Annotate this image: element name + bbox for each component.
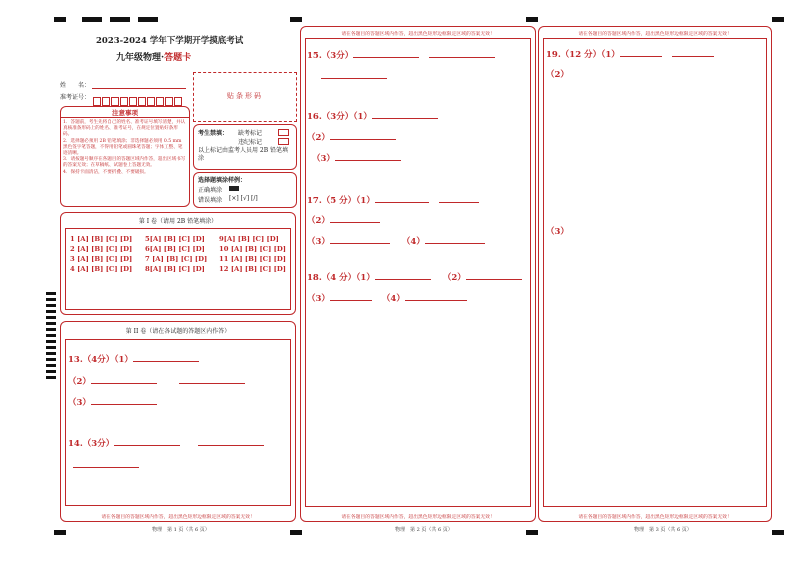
cheat-label: 违纪标记 xyxy=(238,139,263,146)
page1-warning: 请在各题目的答题区域内作答，超出黑色矩形边框限定区域的答案无效！ xyxy=(101,515,255,520)
page1-footer: 物理 第 1 页（共 6 页） xyxy=(152,527,210,533)
card-label: 答题卡 xyxy=(164,53,192,63)
answer-blank[interactable] xyxy=(372,118,438,119)
choice-item[interactable]: 9[A] [B] [C] [D] xyxy=(219,235,279,243)
answer-blank[interactable] xyxy=(330,139,396,140)
note-item: 3．请按题号顺序在各题目的答题区域内作答，超出区域书写的答案无效；在草稿纸、试题卷上答题无效。 xyxy=(63,157,186,169)
answer-blank[interactable] xyxy=(91,383,157,384)
answer-blank[interactable] xyxy=(321,78,387,79)
question-13: 13.（4分）（1） xyxy=(68,353,199,365)
barcode-box xyxy=(193,72,297,122)
side-timing-mark xyxy=(46,376,56,379)
timing-mark xyxy=(772,530,784,535)
choice-item[interactable]: 2 [A] [B] [C] [D] xyxy=(70,245,133,253)
notes-list xyxy=(63,120,187,176)
question-17: 17.（5 分）（1） xyxy=(307,194,479,206)
choice-item[interactable]: 1 [A] [B] [C] [D] xyxy=(70,235,133,243)
card-title xyxy=(116,50,191,63)
answer-blank[interactable] xyxy=(353,57,419,58)
question-17-part2: （2） xyxy=(307,214,380,226)
timing-mark xyxy=(54,530,66,535)
question-17-part3: （3） （4） xyxy=(307,235,485,247)
timing-mark xyxy=(82,17,102,22)
absent-label: 缺考标记 xyxy=(238,130,263,137)
choice-item[interactable]: 12 [A] [B] [C] [D] xyxy=(219,265,286,273)
subject: 九年级物理 xyxy=(116,53,162,63)
status-title: 考生禁填： xyxy=(198,130,229,137)
choice-item[interactable]: 5[A] [B] [C] [D] xyxy=(145,235,205,243)
fill-example-title: 选择题填涂样例： xyxy=(198,177,247,184)
answer-blank[interactable] xyxy=(672,56,714,57)
side-timing-mark xyxy=(46,346,56,349)
answer-blank[interactable] xyxy=(330,222,380,223)
timing-mark xyxy=(526,17,538,22)
question-14: 14.（3分） xyxy=(68,437,264,449)
page3-top-warning: 请在各题目的答题区域内作答，超出黑色矩形边框限定区域的答案无效！ xyxy=(578,32,732,37)
timing-mark xyxy=(54,17,66,22)
title-separator: · xyxy=(161,53,165,63)
question-16-part3: （3） xyxy=(312,152,401,164)
answer-blank[interactable] xyxy=(133,361,199,362)
question-19-part3: （3） xyxy=(546,227,569,237)
status-desc: 以上标记由监考人员用 2B 铅笔填涂 xyxy=(198,147,289,162)
notes-title: 注意事项 xyxy=(112,109,138,117)
answer-blank[interactable] xyxy=(73,467,139,468)
timing-mark xyxy=(110,17,130,22)
choice-item[interactable]: 3 [A] [B] [C] [D] xyxy=(70,255,133,263)
note-item: 2．选择题必须用 2B 铅笔填涂；非选择题必须用 0.5 mm 黑色签字笔答题，不得用铅笔或圆珠笔答题；字体工整、笔迹清晰。 xyxy=(63,138,183,157)
page3-footer: 物理 第 3 页（共 6 页） xyxy=(634,527,692,533)
side-timing-mark xyxy=(46,340,56,343)
side-timing-mark xyxy=(46,334,56,337)
side-timing-strip xyxy=(46,292,56,380)
wrong-fill-label: 错误填涂 xyxy=(198,197,223,204)
answer-blank[interactable] xyxy=(179,383,245,384)
answer-blank[interactable] xyxy=(466,279,522,280)
side-timing-mark xyxy=(46,316,56,319)
timing-mark xyxy=(526,530,538,535)
side-timing-mark xyxy=(46,370,56,373)
barcode-label: 贴条形码 xyxy=(227,92,263,100)
name-line xyxy=(92,88,186,89)
side-timing-mark xyxy=(46,298,56,301)
timing-mark xyxy=(772,17,784,22)
question-15: 15.（3分） xyxy=(307,49,495,61)
choice-item[interactable]: 11 [A] [B] [C] [D] xyxy=(219,255,286,263)
page2-footer: 物理 第 2 页（共 6 页） xyxy=(395,527,453,533)
answer-blank[interactable] xyxy=(91,404,157,405)
name-label: 姓 名： xyxy=(60,82,91,89)
page3-warning: 请在各题目的答题区域内作答，超出黑色矩形边框限定区域的答案无效！ xyxy=(578,515,732,520)
question-13-part2: （2） xyxy=(68,375,245,387)
note-item: 1．答题前，考生先将自己的姓名、准考证号填写清楚，并认真核准条形码上的姓名、准考证号，在规定位置贴好条形码。 xyxy=(63,120,186,138)
choice-item[interactable]: 8[A] [B] [C] [D] xyxy=(145,265,205,273)
cheat-checkbox[interactable] xyxy=(278,138,289,145)
answer-blank[interactable] xyxy=(114,445,180,446)
answer-blank[interactable] xyxy=(375,279,431,280)
side-timing-mark xyxy=(46,364,56,367)
page3-answer-box xyxy=(543,38,767,507)
side-timing-mark xyxy=(46,310,56,313)
question-18: 18.（4 分）（1） （2） xyxy=(307,271,522,283)
side-timing-mark xyxy=(46,322,56,325)
choice-item[interactable]: 7 [A] [B] [C] [D] xyxy=(145,255,208,263)
answer-blank[interactable] xyxy=(425,243,485,244)
part1-title: 第 I 卷（请用 2B 铅笔填涂） xyxy=(138,218,218,225)
answer-blank[interactable] xyxy=(405,300,467,301)
answer-blank[interactable] xyxy=(335,160,401,161)
question-19: 19.（12 分）（1） xyxy=(546,48,714,60)
timing-mark xyxy=(138,17,158,22)
question-13-part3: （3） xyxy=(68,396,157,408)
note-item: 4．保持卡面清洁，不要折叠、不要破损。 xyxy=(63,169,149,175)
answer-blank[interactable] xyxy=(330,300,372,301)
choice-item[interactable]: 10 [A] [B] [C] [D] xyxy=(219,245,286,253)
timing-mark xyxy=(290,530,302,535)
notes-title-rule xyxy=(60,117,190,118)
question-19-part2: （2） xyxy=(546,70,569,80)
question-18-part3: （3） （4） xyxy=(307,292,467,304)
page2-top-warning: 请在各题目的答题区域内作答，超出黑色矩形边框限定区域的答案无效！ xyxy=(341,32,495,37)
side-timing-mark xyxy=(46,328,56,331)
answer-blank[interactable] xyxy=(198,445,264,446)
side-timing-mark xyxy=(46,304,56,307)
correct-fill-label: 正确填涂 xyxy=(198,187,223,194)
choice-item[interactable]: 6[A] [B] [C] [D] xyxy=(145,245,205,253)
choice-item[interactable]: 4 [A] [B] [C] [D] xyxy=(70,265,133,273)
absent-checkbox[interactable] xyxy=(278,129,289,136)
timing-mark xyxy=(290,17,302,22)
page2-warning: 请在各题目的答题区域内作答，超出黑色矩形边框限定区域的答案无效！ xyxy=(341,515,495,520)
answer-blank[interactable] xyxy=(375,202,429,203)
answer-blank[interactable] xyxy=(330,243,390,244)
wrong-fill-marks: [×] [√] [/] xyxy=(229,195,258,202)
answer-blank[interactable] xyxy=(429,57,495,58)
ticket-label: 准考证号： xyxy=(60,94,91,101)
side-timing-mark xyxy=(46,358,56,361)
part2-title: 第 II 卷（请在各试题的答题区内作答） xyxy=(125,328,231,335)
exam-title: 2023-2024 学年下学期开学摸底考试 xyxy=(96,36,244,46)
correct-fill-sample xyxy=(229,186,239,191)
answer-blank[interactable] xyxy=(620,56,662,57)
question-16-part2: （2） xyxy=(307,131,396,143)
side-timing-mark xyxy=(46,352,56,355)
answer-blank[interactable] xyxy=(439,202,479,203)
side-timing-mark xyxy=(46,292,56,295)
question-16: 16.（3分）（1） xyxy=(307,110,438,122)
